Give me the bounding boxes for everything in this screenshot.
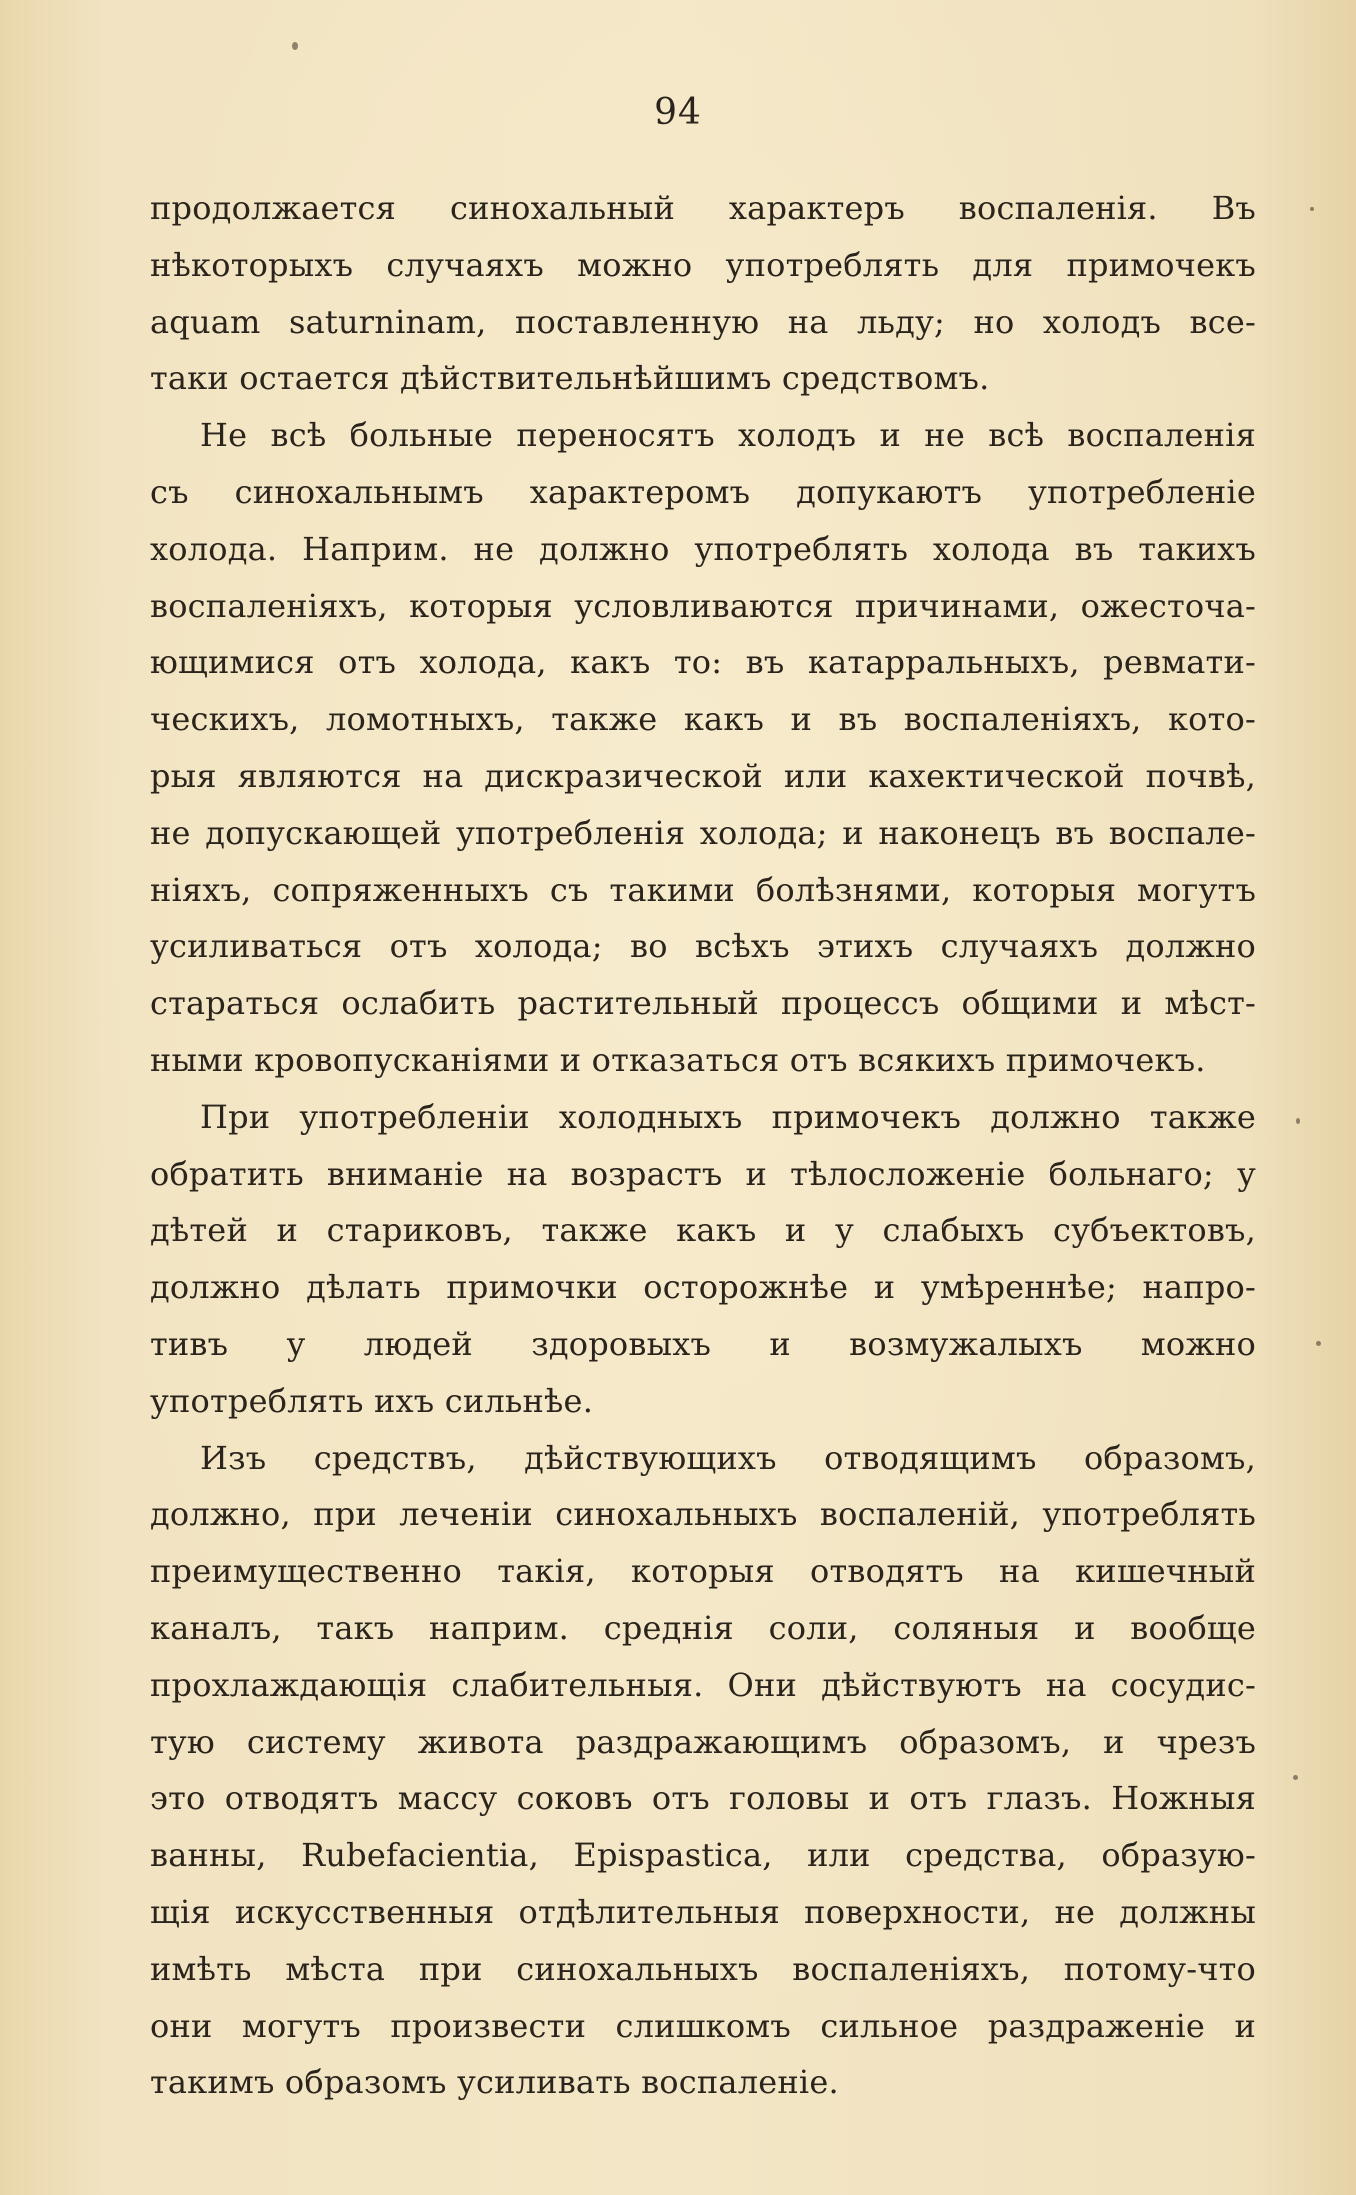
ink-speck: [1316, 1341, 1321, 1346]
text-line: такимъ образомъ усиливать воспаленіе.: [150, 2063, 839, 2102]
text-line: ніяхъ, сопряженныхъ съ такими болѣзнями, которыя могутъ: [150, 870, 1256, 909]
text-line: не допускающей употребленія холода; и наконецъ въ воспале-: [150, 813, 1256, 852]
text-line: Изъ средствъ, дѣйствующихъ отводящимъ образомъ,: [200, 1438, 1256, 1477]
text-line: должно, при леченіи синохальныхъ воспаленій, употреблять: [150, 1495, 1256, 1534]
text-line: каналъ, такъ наприм. среднія соли, соляныя и вообще: [150, 1608, 1256, 1647]
text-line: ванны, Rubefacientia, Epispastica, или средства, образую-: [150, 1836, 1256, 1875]
text-line: ческихъ, ломотныхъ, также какъ и въ воспаленіяхъ, кото-: [150, 700, 1256, 739]
ink-speck: [1293, 1775, 1298, 1780]
text-line: тивъ у людей здоровыхъ и возмужалыхъ можно: [150, 1324, 1256, 1363]
text-line: это отводятъ массу соковъ отъ головы и отъ глазъ. Ножныя: [150, 1779, 1256, 1818]
text-line: нѣкоторыхъ случаяхъ можно употреблять для примочекъ: [150, 245, 1256, 284]
text-line: ющимися отъ холода, какъ то: въ катарральныхъ, ревмати-: [150, 643, 1256, 682]
text-line: имѣть мѣста при синохальныхъ воспаленіяхъ, потому-что: [150, 1949, 1256, 1988]
text-line: прохлаждающія слабительныя. Они дѣйствуютъ на сосудис-: [150, 1665, 1256, 1704]
body-text: [150, 180, 1256, 2111]
text-line: рыя являются на дискразической или кахектической почвѣ,: [150, 756, 1256, 795]
ink-speck: [292, 42, 298, 50]
text-line: усиливаться отъ холода; во всѣхъ этихъ случаяхъ должно: [150, 927, 1256, 966]
text-line: они могутъ произвести слишкомъ сильное раздраженіе и: [150, 2006, 1256, 2045]
text-line: таки остается дѣйствительнѣйшимъ средствомъ.: [150, 359, 990, 398]
paragraph-3: [150, 1089, 1256, 1430]
text-line: воспаленіяхъ, которыя условливаются причинами, ожесточа-: [150, 586, 1256, 625]
text-line: должно дѣлать примочки осторожнѣе и умѣреннѣе; напро-: [150, 1268, 1256, 1307]
text-line: обратить вниманіе на возрастъ и тѣлосложеніе больнаго; у: [150, 1154, 1256, 1193]
text-line: употреблять ихъ сильнѣе.: [150, 1381, 594, 1420]
text-line: щія искусственныя отдѣлительныя поверхности, не должны: [150, 1892, 1256, 1931]
text-line: Не всѣ больные переносятъ холодъ и не всѣ воспаленія: [200, 416, 1256, 455]
paragraph-1: [150, 180, 1256, 407]
text-line: стараться ослабить растительный процессъ общими и мѣст-: [150, 984, 1256, 1023]
text-line: тую систему живота раздражающимъ образомъ, и чрезъ: [150, 1722, 1256, 1761]
text-line: ными кровопусканіями и отказаться отъ всякихъ примочекъ.: [150, 1040, 1206, 1079]
text-line: продолжается синохальный характеръ воспаленія. Въ: [150, 189, 1256, 227]
paragraph-4: [150, 1430, 1256, 2112]
text-line: холода. Наприм. не должно употреблять холода въ такихъ: [150, 529, 1256, 568]
page-number: 94: [654, 92, 702, 133]
text-line: съ синохальнымъ характеромъ допукаютъ употребленіе: [150, 472, 1256, 511]
text-line: aquam saturninam, поставленную на льду; но холодъ все-: [150, 302, 1256, 341]
text-line: При употребленіи холодныхъ примочекъ должно также: [200, 1097, 1256, 1136]
text-line: дѣтей и стариковъ, также какъ и у слабыхъ субъектовъ,: [150, 1211, 1256, 1250]
paragraph-2: [150, 407, 1256, 1089]
ink-speck: [1296, 1118, 1300, 1124]
text-line: преимущественно такія, которыя отводятъ на кишечный: [150, 1552, 1256, 1591]
ink-speck: [1310, 207, 1314, 211]
